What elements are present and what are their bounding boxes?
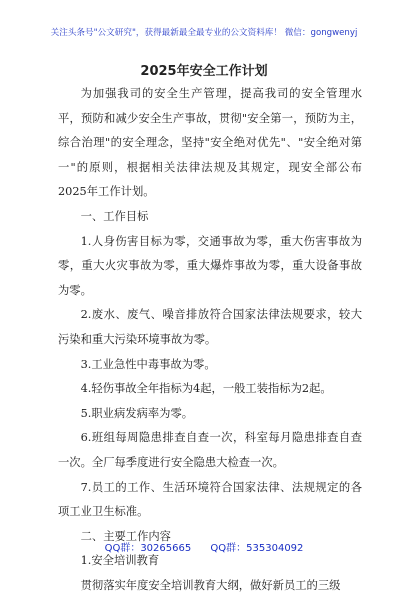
subsection-heading-training: 1.安全培训教育 <box>80 554 160 568</box>
intro-paragraph: 为加强我司的安全生产管理，提高我司的安全管理水平，预防和减少安全生产事故，贯彻"安全第一，预防为主，综合治理"的安全理念，坚持"安全绝对优先"、"安全绝对第一"的原则，根据相关法律法规及其规定，现安全部公布2025年工作计划。 <box>58 87 362 199</box>
goal-item: 7.员工的工作、生活环境符合国家法律、法规规定的各项工业卫生标准。 <box>58 480 362 519</box>
goal-item: 5.职业病发病率为零。 <box>80 406 194 420</box>
goal-item: 1.人身伤害目标为零，交通事故为零，重大伤害事故为零，重大火灾事故为零，重大爆炸事故为零，重大设备事故为零。 <box>58 234 362 297</box>
goal-item: 2.废水、废气、噪音排放符合国家法律法规要求，较大污染和重大污染环境事故为零。 <box>58 308 362 346</box>
footer-qq-group-1: QQ群：30265665 <box>104 543 192 554</box>
footer-contact <box>0 539 408 554</box>
document-title: 2025年安全工作计划 <box>140 64 268 79</box>
goal-item: 3.工业急性中毒事故为零。 <box>80 357 216 371</box>
section-heading-work: 二、主要工作内容 <box>80 529 171 543</box>
document-body <box>58 82 362 598</box>
goal-item: 4.轻伤事故全年指标为4起，一般工装指标为2起。 <box>80 382 332 396</box>
header-banner: 关注头条号"公文研究"，获得最新最全最专业的公文资料库！ 微信：gongwenyj <box>50 28 358 38</box>
section-heading-goals: 一、工作目标 <box>80 209 149 223</box>
training-paragraph: 贯彻落实年度安全培训教育大纲，做好新员工的三级 <box>80 578 341 592</box>
footer-qq-group-2: QQ群：535304092 <box>210 543 304 554</box>
goal-item: 6.班组每周隐患排查自查一次，科室每月隐患排查自查一次。全厂每季度进行安全隐患大检查一次。 <box>58 431 362 469</box>
